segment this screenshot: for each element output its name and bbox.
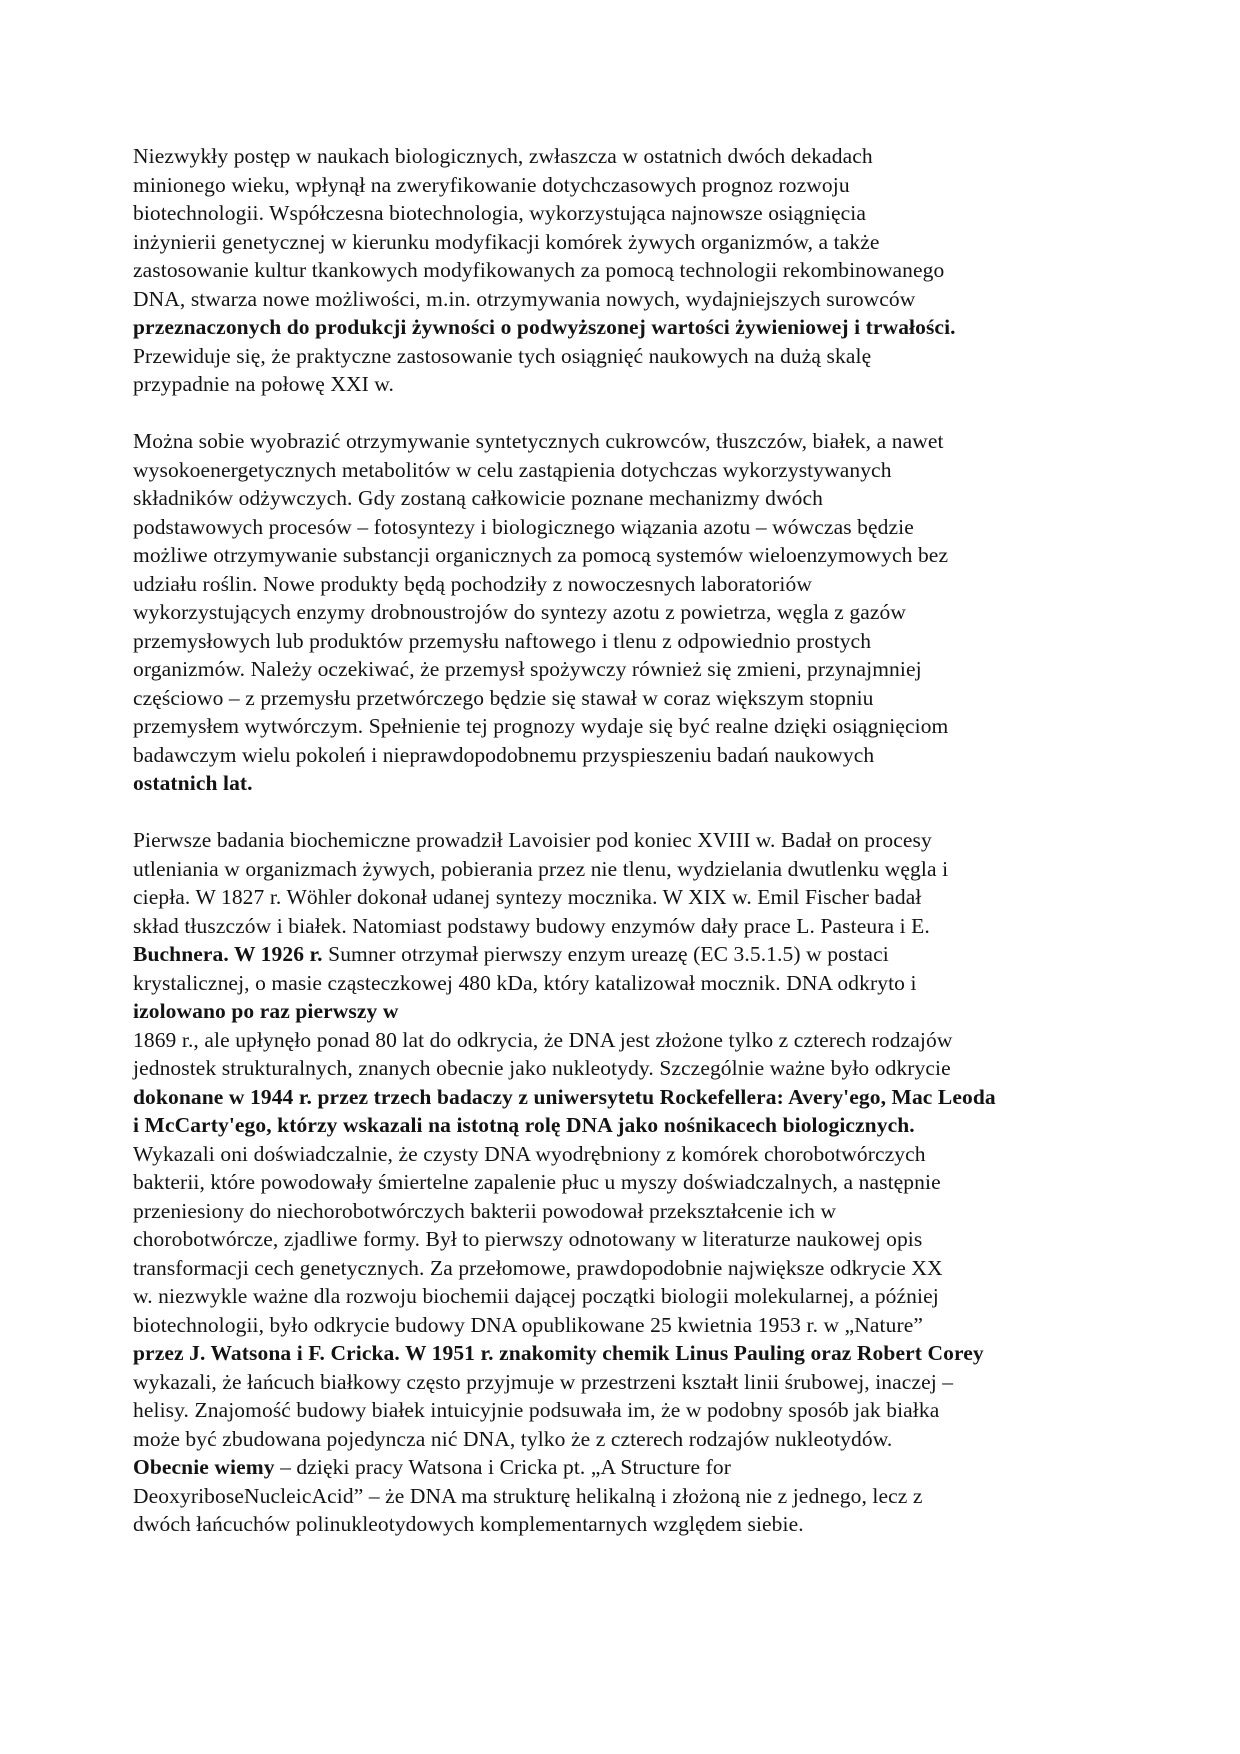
text-segment: inżynierii genetycznej w kierunku modyfikacji komórek żywych organizmów, a także bbox=[133, 229, 880, 254]
text-segment: możliwe otrzymywanie substancji organicznych za pomocą systemów wieloenzymowych bez bbox=[133, 543, 949, 567]
paragraph-3 bbox=[133, 826, 1123, 1539]
text-line bbox=[133, 940, 1123, 969]
text-segment: ciepła. W 1827 r. Wöhler dokonał udanej syntezy mocznika. W XIX w. Emil Fischer badał bbox=[133, 885, 922, 909]
text-line bbox=[133, 1510, 1123, 1539]
text-segment: wykorzystujących enzymy drobnoustrojów do syntezy azotu z powietrza, węgla z gazów bbox=[133, 600, 906, 624]
text-line bbox=[133, 370, 1123, 399]
text-segment: przemysłowych lub produktów przemysłu naftowego i tlenu z odpowiednio prostych bbox=[133, 628, 872, 653]
text-segment: biotechnologii. Współczesna biotechnologia, wykorzystująca najnowsze osiągnięcia bbox=[133, 201, 867, 225]
text-line bbox=[133, 1339, 1123, 1368]
text-line bbox=[133, 1425, 1123, 1454]
text-line bbox=[133, 1197, 1123, 1226]
text-segment: biotechnologii, było odkrycie budowy DNA opublikowane 25 kwietnia 1953 r. w „Nature” bbox=[133, 1312, 924, 1337]
text-line bbox=[133, 1026, 1123, 1055]
text-segment: Przewiduje się, że praktyczne zastosowanie tych osiągnięć naukowych na dużą skalę bbox=[133, 343, 872, 368]
text-line bbox=[133, 456, 1123, 485]
text-line bbox=[133, 997, 1123, 1026]
text-line bbox=[133, 228, 1123, 257]
text-line bbox=[133, 855, 1123, 884]
bold-text-segment: przez J. Watsona i F. Cricka. W 1951 r. znakomity chemik Linus Pauling oraz Robert Corey bbox=[133, 1341, 984, 1365]
bold-text-segment: izolowano po raz pierwszy w bbox=[133, 999, 399, 1023]
text-segment: przypadnie na połowę XXI w. bbox=[133, 372, 395, 396]
text-segment: transformacji cech genetycznych. Za przełomowe, prawdopodobnie największe odkrycie XX bbox=[133, 1255, 943, 1280]
text-segment: Można sobie wyobrazić otrzymywanie syntetycznych cukrowców, tłuszczów, białek, a nawet bbox=[133, 429, 944, 453]
text-line bbox=[133, 570, 1123, 599]
text-segment: Pierwsze badania biochemiczne prowadził Lavoisier pod koniec XVIII w. Badał on procesy bbox=[133, 828, 932, 852]
text-segment: helisy. Znajomość budowy białek intuicyjnie podsuwała im, że w podobny sposób jak białka bbox=[133, 1398, 940, 1422]
text-segment: w. niezwykle ważne dla rozwoju biochemii dającej początki biologii molekularnej, a później bbox=[133, 1284, 939, 1308]
text-line bbox=[133, 1254, 1123, 1283]
text-line bbox=[133, 969, 1123, 998]
text-line bbox=[133, 427, 1123, 456]
text-line bbox=[133, 826, 1123, 855]
text-segment: utleniania w organizmach żywych, pobierania przez nie tlenu, wydzielania dwutlenku węgla i bbox=[133, 856, 949, 881]
text-segment: bakterii, które powodowały śmiertelne zapalenie płuc u myszy doświadczalnych, a następnie bbox=[133, 1170, 941, 1194]
text-line bbox=[133, 598, 1123, 627]
text-line bbox=[133, 342, 1123, 371]
text-segment: może być zbudowana pojedyncza nić DNA, tylko że z czterech rodzajów nukleotydów. bbox=[133, 1426, 893, 1451]
text-segment: częściowo – z przemysłu przetwórczego będzie się stawał w coraz większym stopniu bbox=[133, 685, 874, 710]
text-segment: podstawowych procesów – fotosyntezy i biologicznego wiązania azotu – wówczas będzie bbox=[133, 514, 914, 539]
text-segment: DNA, stwarza nowe możliwości, m.in. otrzymywania nowych, wydajniejszych surowców bbox=[133, 286, 916, 311]
bold-text-segment: przeznaczonych do produkcji żywności o podwyższonej wartości żywieniowej i trwałości. bbox=[133, 315, 956, 339]
text-segment: przeniesiony do niechorobotwórczych bakterii powodował przekształcenie ich w bbox=[133, 1198, 837, 1223]
text-segment: składników odżywczych. Gdy zostaną całkowicie poznane mechanizmy dwóch bbox=[133, 486, 823, 510]
text-line bbox=[133, 1396, 1123, 1425]
paragraph-1 bbox=[133, 142, 1123, 399]
text-line bbox=[133, 883, 1123, 912]
text-line bbox=[133, 741, 1123, 770]
text-segment: wykazali, że łańcuch białkowy często przyjmuje w przestrzeni kształt linii śrubowej, inaczej – bbox=[133, 1369, 954, 1394]
text-segment: skład tłuszczów i białek. Natomiast podstawy budowy enzymów dały prace L. Pasteura i E. bbox=[133, 913, 930, 938]
text-line bbox=[133, 684, 1123, 713]
text-line bbox=[133, 171, 1123, 200]
text-line bbox=[133, 484, 1123, 513]
text-segment: udziału roślin. Nowe produkty będą pochodziły z nowoczesnych laboratoriów bbox=[133, 571, 812, 596]
text-line bbox=[133, 627, 1123, 656]
text-line bbox=[133, 1111, 1123, 1140]
bold-text-segment: i McCarty'ego, którzy wskazali na istotną rolę DNA jako nośnikacech biologicznych. bbox=[133, 1113, 915, 1137]
text-segment: dwóch łańcuchów polinukleotydowych komplementarnych względem siebie. bbox=[133, 1512, 804, 1536]
text-line bbox=[133, 1368, 1123, 1397]
document-text-body bbox=[133, 142, 1123, 1567]
text-segment: Sumner otrzymał pierwszy enzym ureazę (EC 3.5.1.5) w postaci bbox=[322, 942, 889, 966]
text-segment: Wykazali oni doświadczalnie, że czysty DNA wyodrębniony z komórek chorobotwórczych bbox=[133, 1141, 926, 1166]
text-line bbox=[133, 1225, 1123, 1254]
text-line bbox=[133, 712, 1123, 741]
text-line bbox=[133, 769, 1123, 798]
text-line bbox=[133, 313, 1123, 342]
text-segment: 1869 r., ale upłynęło ponad 80 lat do odkrycia, że DNA jest złożone tylko z czterech rodzajów bbox=[133, 1027, 953, 1052]
bold-text-segment: dokonane w 1944 r. przez trzech badaczy z uniwersytetu Rockefellera: Avery'ego, Mac Leoda bbox=[133, 1084, 996, 1109]
text-segment: wysokoenergetycznych metabolitów w celu zastąpienia dotychczas wykorzystywanych bbox=[133, 457, 892, 482]
text-line bbox=[133, 1482, 1123, 1511]
text-line bbox=[133, 541, 1123, 570]
text-segment: minionego wieku, wpłynął na zweryfikowanie dotychczasowych prognoz rozwoju bbox=[133, 172, 850, 197]
text-segment: badawczym wielu pokoleń i nieprawdopodobnemu przyspieszeniu badań naukowych bbox=[133, 742, 875, 767]
text-line bbox=[133, 1054, 1123, 1083]
text-line bbox=[133, 256, 1123, 285]
text-line bbox=[133, 655, 1123, 684]
text-line bbox=[133, 1311, 1123, 1340]
text-line bbox=[133, 1140, 1123, 1169]
text-line bbox=[133, 142, 1123, 171]
text-line bbox=[133, 1083, 1123, 1112]
text-line bbox=[133, 1453, 1123, 1482]
bold-text-segment: Obecnie wiemy bbox=[133, 1455, 275, 1479]
bold-text-segment: ostatnich lat. bbox=[133, 771, 253, 795]
text-line bbox=[133, 1168, 1123, 1197]
bold-text-segment: Buchnera. W 1926 r. bbox=[133, 942, 323, 966]
text-line bbox=[133, 199, 1123, 228]
text-line bbox=[133, 1282, 1123, 1311]
text-segment: przemysłem wytwórczym. Spełnienie tej prognozy wydaje się być realne dzięki osiągnięciom bbox=[133, 714, 949, 738]
text-line bbox=[133, 285, 1123, 314]
text-line bbox=[133, 513, 1123, 542]
text-segment: jednostek strukturalnych, znanych obecnie jako nukleotydy. Szczególnie ważne było odkrycie bbox=[133, 1056, 951, 1080]
text-segment: organizmów. Należy oczekiwać, że przemysł spożywczy również się zmieni, przynajmniej bbox=[133, 657, 922, 681]
paragraph-2 bbox=[133, 427, 1123, 798]
text-segment: Niezwykły postęp w naukach biologicznych, zwłaszcza w ostatnich dwóch dekadach bbox=[133, 144, 873, 168]
text-segment: DeoxyriboseNucleicAcid” – że DNA ma strukturę helikalną i złożoną nie z jednego, lecz z bbox=[133, 1483, 923, 1508]
text-segment: zastosowanie kultur tkankowych modyfikowanych za pomocą technologii rekombinowanego bbox=[133, 258, 945, 282]
text-line bbox=[133, 912, 1123, 941]
text-segment: – dzięki pracy Watsona i Cricka pt. „A Structure for bbox=[274, 1455, 731, 1479]
text-segment: chorobotwórcze, zjadliwe formy. Był to pierwszy odnotowany w literaturze naukowej opis bbox=[133, 1227, 923, 1251]
text-segment: krystalicznej, o masie cząsteczkowej 480 kDa, który katalizował mocznik. DNA odkryto i bbox=[133, 970, 917, 995]
